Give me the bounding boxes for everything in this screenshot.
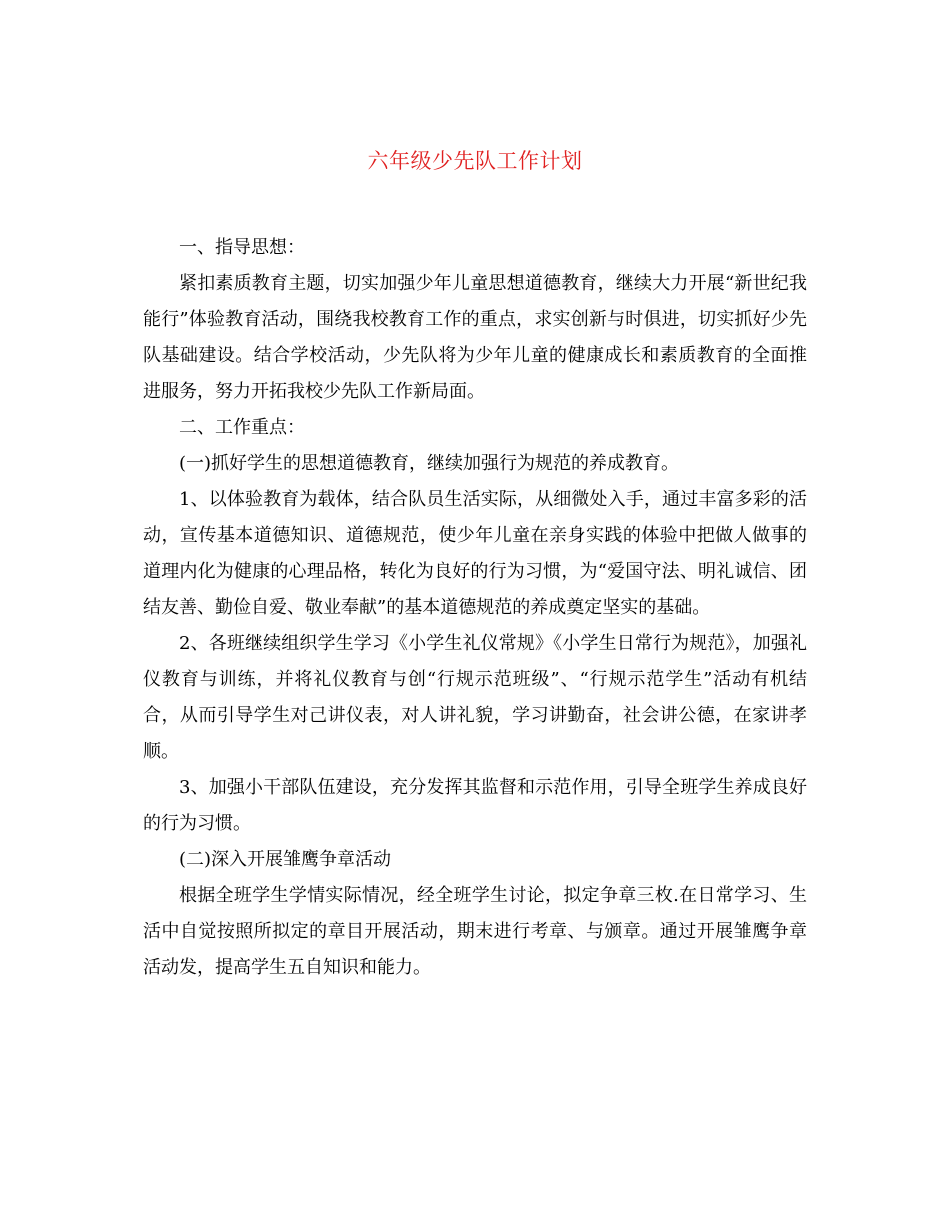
- paragraph-badge-activity: 根据全班学生学情实际情况，经全班学生讨论，拟定争章三枚.在日常学习、生活中自觉按照所拟定的章目开展活动，期末进行考章、与颁章。通过开展雏鹰争章活动发，提高学生五自知识和能力。: [143, 885, 807, 978]
- section-heading-guiding-thought: 一、指导思想：: [179, 237, 305, 258]
- paragraph-item-2: 2、各班继续组织学生学习《小学生礼仪常规》《小学生日常行为规范》，加强礼仪教育与训练，并将礼仪教育与创“行规示范班级”、“行规示范学生”活动有机结合，从而引导学生对己讲仪表，对人讲礼貌，学习讲勤奋，社会讲公德，在家讲孝顺。: [143, 633, 807, 762]
- subheading-badge-activity: (二)深入开展雏鹰争章活动: [179, 849, 392, 870]
- subheading-moral-education: (一)抓好学生的思想道德教育，继续加强行为规范的养成教育。: [179, 453, 680, 474]
- document-body: [143, 230, 807, 986]
- paragraph-guiding-thought: 紧扣素质教育主题，切实加强少年儿童思想道德教育，继续大力开展“新世纪我能行”体验教育活动，围绕我校教育工作的重点，求实创新与时俱进，切实抓好少先队基础建设。结合学校活动，少先队将为少年儿童的健康成长和素质教育的全面推进服务，努力开拓我校少先队工作新局面。: [143, 273, 807, 402]
- section-heading-work-focus: 二、工作重点：: [179, 417, 305, 438]
- paragraph-item-1: 1、以体验教育为载体，结合队员生活实际，从细微处入手，通过丰富多彩的活动，宣传基本道德知识、道德规范，使少年儿童在亲身实践的体验中把做人做事的道理内化为健康的心理品格，转化为良好的行为习惯，为“爱国守法、明礼诚信、团结友善、勤俭自爱、敬业奉献”的基本道德规范的养成奠定坚实的基础。: [143, 489, 807, 618]
- paragraph-item-3: 3、加强小干部队伍建设，充分发挥其监督和示范作用，引导全班学生养成良好的行为习惯。: [143, 777, 807, 834]
- document-title: 六年级少先队工作计划: [367, 149, 583, 173]
